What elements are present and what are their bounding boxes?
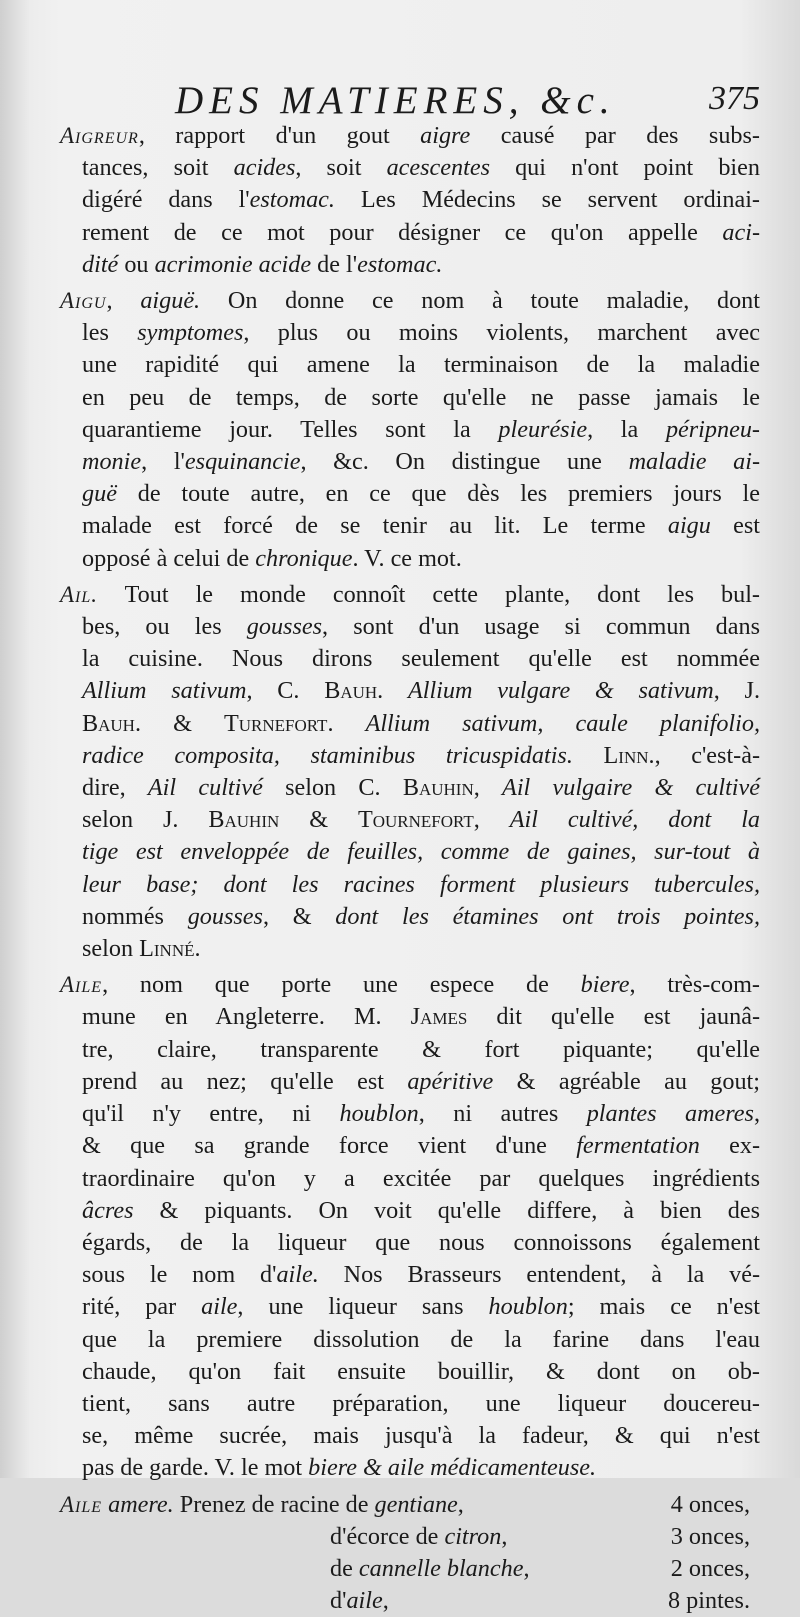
recipe-row bbox=[60, 1553, 760, 1585]
entry-line bbox=[60, 1291, 760, 1323]
entry-text: pleurésie bbox=[498, 415, 588, 443]
entry-line bbox=[60, 1130, 760, 1162]
entry-text: ex- bbox=[699, 1132, 760, 1160]
entry-line bbox=[60, 772, 760, 804]
entry-text: prend au nez; qu'elle est bbox=[82, 1067, 408, 1095]
entry-line bbox=[60, 217, 760, 249]
entry-text: , nom que porte une espece de bbox=[102, 971, 581, 999]
entry-text: , C. bbox=[246, 677, 325, 705]
entry-text bbox=[383, 677, 408, 704]
entry-text: acides bbox=[233, 154, 296, 182]
entry-text: dont les étamines ont trois pointes, bbox=[335, 902, 760, 930]
entry-text: tre, claire, transparente & fort piquante; qu'elle bbox=[82, 1035, 760, 1063]
entry-text: maladie ai- bbox=[628, 448, 761, 476]
entry-text: les bbox=[82, 319, 138, 347]
entry-text: estomac. bbox=[249, 186, 335, 214]
entry-text: fermentation bbox=[576, 1132, 700, 1160]
entry-line bbox=[60, 478, 760, 510]
entry-line bbox=[60, 901, 760, 933]
entry-text: rement de ce mot pour désigner ce qu'on appelle bbox=[82, 218, 723, 246]
entry-text: Bauh. bbox=[324, 677, 384, 705]
entry-first-line bbox=[60, 120, 760, 152]
entry-text: Linn. bbox=[603, 741, 655, 769]
entry-text: houblon bbox=[488, 1293, 568, 1321]
entries-column bbox=[60, 120, 760, 1617]
entry-text: Ail cultivé, dont la bbox=[509, 806, 761, 834]
entry-line bbox=[60, 740, 760, 772]
entry-text: , rapport d'un gout bbox=[138, 122, 421, 149]
entry-text: de toute autre, en ce que dès les premiers jours le bbox=[116, 480, 760, 508]
entry-headword: Aigu bbox=[60, 288, 107, 314]
recipe-ingredient: gentiane bbox=[374, 1490, 458, 1518]
entry-text: bes, ou les bbox=[82, 613, 247, 641]
entry-first-line bbox=[60, 285, 760, 317]
entry-text: gousses bbox=[246, 613, 323, 641]
entry-text: Bauhin bbox=[208, 806, 280, 834]
recipe-ingredient: citron bbox=[444, 1522, 502, 1550]
entry-text: Ail cultivé bbox=[147, 774, 263, 802]
entry-line bbox=[60, 1098, 760, 1130]
entry-text: houblon bbox=[339, 1100, 419, 1128]
entry-text: guë bbox=[82, 480, 117, 508]
entry-text: tient, sans autre préparation, une liqueur doucereu- bbox=[82, 1389, 760, 1417]
entry-text: malade est forcé de se tenir au lit. Le terme bbox=[82, 512, 668, 540]
entry-text bbox=[334, 710, 366, 737]
entry-text: , & bbox=[262, 902, 336, 930]
entry-text: dité bbox=[82, 250, 119, 278]
entry-text: aiguë. bbox=[140, 287, 201, 315]
entry-text: une rapidité qui amene la terminaison de la maladie bbox=[82, 351, 760, 379]
entry-text: monie bbox=[82, 448, 142, 476]
recipe-quantity: 4 onces, bbox=[670, 1490, 750, 1518]
entry-line bbox=[60, 152, 760, 184]
entry-line bbox=[60, 933, 760, 965]
entry-text: & bbox=[141, 709, 224, 737]
running-head bbox=[175, 78, 760, 122]
entry-line bbox=[60, 382, 760, 414]
entry-line bbox=[60, 1066, 760, 1098]
entry-text: , bbox=[473, 774, 503, 802]
entry-text: acescentes bbox=[386, 154, 490, 182]
entry-text: Allium sativum, caule planifolio, bbox=[365, 709, 761, 737]
entry-text: Tournefort bbox=[357, 806, 474, 834]
entry-text: causé par des subs- bbox=[470, 122, 760, 149]
entry-line bbox=[60, 1163, 760, 1195]
entry-text: ; mais ce n'est bbox=[567, 1293, 760, 1321]
entry-text: ou bbox=[118, 250, 155, 278]
entry-text: selon bbox=[82, 935, 140, 963]
entry-text: Linné. bbox=[139, 935, 201, 963]
entry-text: Allium vulgare & sativum bbox=[407, 677, 714, 705]
entry-text: de l' bbox=[311, 250, 358, 278]
entry-text: estomac. bbox=[357, 250, 443, 278]
entry-text: , bbox=[753, 1100, 760, 1128]
recipe-row bbox=[60, 1585, 760, 1617]
entry-text: selon J. bbox=[82, 806, 209, 834]
entry-text: tige est enveloppée de feuilles, comme de gaines, sur-tout à bbox=[82, 838, 760, 866]
recipe-quantity: 2 onces, bbox=[670, 1554, 750, 1582]
recipe-lead: Prenez de racine de bbox=[179, 1490, 375, 1518]
entry-text: péripneu- bbox=[665, 415, 760, 443]
entry-text: leur base; dont les racines forment plusieurs tubercules, bbox=[82, 870, 760, 898]
entry-line bbox=[60, 1356, 760, 1388]
running-title: DES MATIERES, &c. bbox=[175, 79, 616, 122]
entry-text: & que sa grande force vient d'une bbox=[82, 1132, 577, 1160]
entry-text: & agréable au gout; bbox=[493, 1067, 760, 1095]
entry-text: On donne ce nom à toute maladie, dont bbox=[200, 287, 760, 315]
recipe-ingredient-block: de cannelle blanche, bbox=[330, 1554, 530, 1582]
entry-line bbox=[60, 1452, 760, 1484]
recipe-ingredient: cannelle blanche bbox=[358, 1554, 524, 1582]
recipe-row bbox=[60, 1489, 760, 1521]
entry-text: , l' bbox=[141, 448, 185, 476]
entries-list bbox=[60, 120, 760, 1485]
entry-text: que la premiere dissolution de la farine dans l'eau bbox=[82, 1325, 760, 1353]
recipe-lead: de bbox=[330, 1554, 359, 1582]
entry-text: , une liqueur sans bbox=[237, 1293, 489, 1321]
entry-text: dit qu'elle est jaunâ- bbox=[467, 1003, 761, 1031]
entry-line bbox=[60, 1420, 760, 1452]
entry-text: Ail vulgaire & cultivé bbox=[502, 774, 760, 802]
entry-text: Les Médecins se servent ordinai- bbox=[334, 186, 760, 214]
entry-text: & piquants. On voit qu'elle differe, à bien des bbox=[133, 1196, 760, 1224]
entry-text: , &c. On distingue une bbox=[300, 448, 629, 476]
entry-text: , bbox=[106, 287, 141, 315]
entry-line bbox=[60, 317, 760, 349]
entry-line bbox=[60, 1259, 760, 1291]
entry-text: traordinaire qu'on y a excitée par quelques ingrédients bbox=[82, 1164, 760, 1192]
entry-line bbox=[60, 869, 760, 901]
entry-text: . V. ce mot. bbox=[352, 544, 462, 572]
recipe-lead: d'écorce de bbox=[330, 1522, 445, 1550]
entry-text: , plus ou moins violents, marchent avec bbox=[243, 319, 761, 347]
entry-text: aci- bbox=[722, 218, 760, 246]
recipe-quantity: 3 onces, bbox=[670, 1522, 750, 1550]
entry-text: âcres bbox=[82, 1196, 134, 1224]
entry-text: pas de garde. V. le mot bbox=[82, 1454, 309, 1482]
entry-text: égards, de la liqueur que nous connoissons également bbox=[82, 1228, 760, 1256]
entry-line bbox=[60, 1388, 760, 1420]
entry-headword: Aile bbox=[60, 972, 103, 998]
entry-text: acrimonie acide bbox=[154, 250, 312, 278]
entry-text: chaude, qu'on fait ensuite bouillir, & dont on ob- bbox=[82, 1357, 760, 1385]
entry-text: , c'est-à- bbox=[654, 741, 761, 769]
entry-text: James bbox=[410, 1003, 468, 1031]
entry-text: aile bbox=[201, 1293, 238, 1321]
entry-line bbox=[60, 611, 760, 643]
entry-line bbox=[60, 1034, 760, 1066]
entry-text: symptomes bbox=[137, 319, 244, 347]
entry-text: , très-com- bbox=[629, 971, 760, 999]
entry-text: , soit bbox=[295, 154, 387, 182]
entry-text: , la bbox=[587, 415, 666, 443]
recipe-headword-suffix: amere. bbox=[108, 1490, 174, 1518]
dictionary-entry bbox=[60, 579, 760, 965]
entry-line bbox=[60, 1227, 760, 1259]
entry-text: qu'il n'y entre, ni bbox=[82, 1100, 340, 1128]
entry-text: selon C. bbox=[262, 774, 403, 802]
entry-line bbox=[60, 804, 760, 836]
entry-line bbox=[60, 1195, 760, 1227]
page-number: 375 bbox=[709, 80, 760, 117]
entry-first-line bbox=[60, 969, 760, 1001]
entry-line bbox=[60, 446, 760, 478]
entry-text: , bbox=[473, 806, 510, 834]
entry-line bbox=[60, 249, 760, 281]
entry-text: se, même sucrée, mais jusqu'à la fadeur, & qui n'est bbox=[82, 1422, 760, 1450]
entry-text bbox=[573, 742, 604, 769]
dictionary-entry bbox=[60, 285, 760, 575]
entry-text: biere bbox=[580, 971, 630, 999]
recipe-headword-block: Aile amere. Prenez de racine de gentiane, bbox=[60, 1490, 464, 1518]
entry-text: Nos Brasseurs entendent, à la vé- bbox=[318, 1261, 760, 1289]
entry-text: mune en Angleterre. M. bbox=[82, 1003, 411, 1031]
entry-text: Bauhin bbox=[402, 774, 474, 802]
recipe-headword: Aile bbox=[60, 1491, 103, 1517]
dictionary-entry bbox=[60, 120, 760, 281]
entry-text: rité, par bbox=[82, 1293, 202, 1321]
entry-headword: Ail. bbox=[60, 581, 99, 607]
entry-text: opposé à celui de bbox=[82, 544, 256, 572]
recipe-lead: d' bbox=[330, 1586, 347, 1614]
entry-text: dire, bbox=[82, 774, 148, 802]
entry-text: Turnefort. bbox=[223, 709, 334, 737]
recipe-entry bbox=[60, 1489, 760, 1617]
entry-line bbox=[60, 510, 760, 542]
entry-text: la cuisine. Nous dirons seulement qu'elle est nommée bbox=[82, 645, 760, 673]
entry-text: aile. bbox=[276, 1261, 319, 1289]
entry-text: Allium sativum bbox=[82, 677, 247, 705]
entry-text: , J. bbox=[713, 677, 760, 705]
entry-text: gousses bbox=[187, 902, 263, 930]
entry-line bbox=[60, 1324, 760, 1356]
dictionary-entry bbox=[60, 969, 760, 1484]
entry-text: radice composita, staminibus tricuspidatis. bbox=[82, 741, 573, 769]
entry-line bbox=[60, 414, 760, 446]
entry-text: qui n'ont point bien bbox=[490, 154, 760, 182]
entry-line bbox=[60, 708, 760, 740]
entry-text: biere & aile médicamenteuse. bbox=[308, 1454, 597, 1482]
entry-text: & bbox=[279, 806, 358, 834]
entry-text: digéré dans l' bbox=[82, 186, 250, 214]
entry-text: Bauh. bbox=[82, 709, 142, 737]
entry-text: tances, soit bbox=[82, 154, 234, 182]
entry-line bbox=[60, 543, 760, 575]
entry-text: sous le nom d' bbox=[82, 1261, 277, 1289]
entry-text: nommés bbox=[82, 902, 188, 930]
entry-text: chronique bbox=[255, 544, 353, 572]
entry-text: en peu de temps, de sorte qu'elle ne passe jamais le bbox=[82, 383, 760, 411]
recipe-ingredient-block: d'écorce de citron, bbox=[330, 1522, 508, 1550]
recipe-ingredient: aile bbox=[346, 1586, 383, 1614]
entry-line bbox=[60, 643, 760, 675]
recipe-row bbox=[60, 1521, 760, 1553]
entry-text: aigre bbox=[420, 122, 471, 149]
entry-text: Tout le monde connoît cette plante, dont les bul- bbox=[98, 580, 760, 608]
entry-headword: Aigreur bbox=[60, 123, 139, 148]
entry-line bbox=[60, 349, 760, 381]
entry-text: quarantieme jour. Telles sont la bbox=[82, 415, 499, 443]
recipe-ingredient-block: d'aile, bbox=[330, 1586, 389, 1614]
entry-text: , ni autres bbox=[418, 1100, 587, 1128]
entry-line bbox=[60, 836, 760, 868]
entry-line bbox=[60, 1001, 760, 1033]
entry-text: est bbox=[710, 512, 760, 540]
entry-text: , sont d'un usage si commun dans bbox=[322, 613, 760, 641]
entry-text: esquinancie bbox=[184, 448, 301, 476]
entry-line bbox=[60, 184, 760, 216]
entry-text: apéritive bbox=[407, 1067, 494, 1095]
entry-first-line bbox=[60, 579, 760, 611]
recipe-quantity: 8 pintes. bbox=[668, 1586, 750, 1614]
entry-line bbox=[60, 675, 760, 707]
entry-text: aigu bbox=[667, 512, 711, 540]
entry-text: plantes ameres bbox=[586, 1100, 754, 1128]
